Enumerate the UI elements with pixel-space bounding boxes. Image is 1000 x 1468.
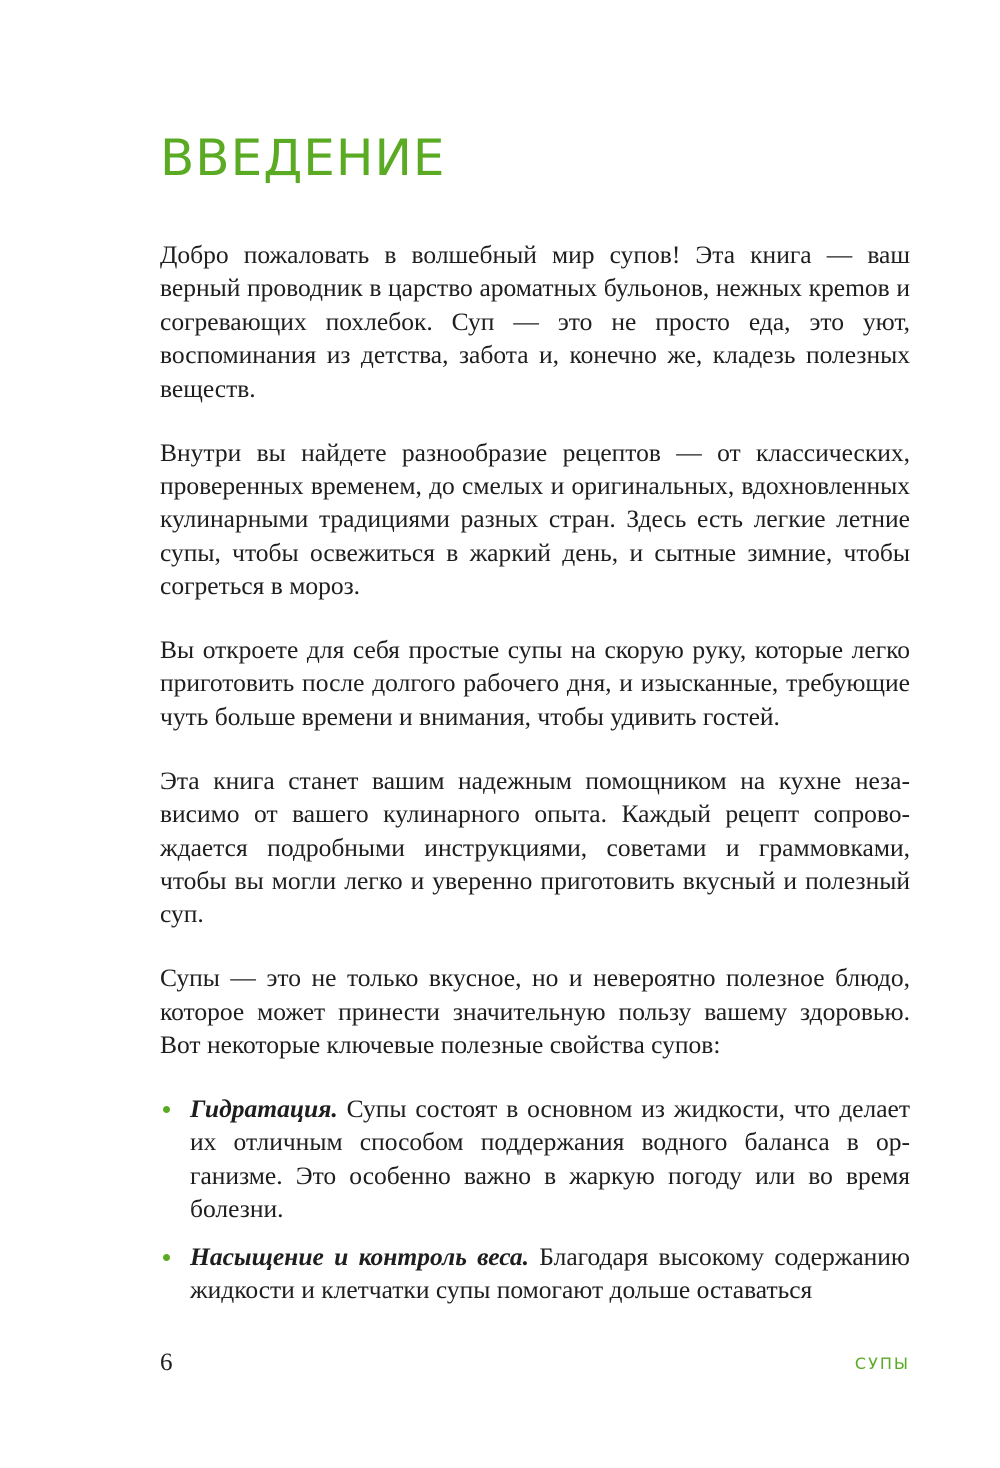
paragraph: Эта книга станет вашим надежным помощником на кухне независимо от вашего кулинарного опыта. Каждый рецепт сопровождается подробными инструкциями, советами и граммовками, чтобы вы могли легко и уверенно приготовить вкусный и полезный суп. xyxy=(160,765,910,929)
paragraph: Внутри вы найдете разнообразие рецептов — от классических, проверенных временем, до смелых и оригинальных, вдохновленных кулинарными традициями разных стран. Здесь есть легкие летние супы, чтобы освежиться в жаркий день, и сытные зимние, чтобы согреться в мороз. xyxy=(160,437,910,601)
list-item xyxy=(160,1092,910,1226)
body-text xyxy=(160,238,910,1320)
paragraph: Добро пожаловать в волшебный мир супов! Эта книга — ваш верный проводник в царство ароматных бульонов, нежных креmов и согревающих похлебок. Суп — это не просто еда, это уют, воспоминания из детства, забота и, конечно же, кладезь полезных веществ. xyxy=(160,240,910,403)
list-item-term: Гидратация. xyxy=(190,1094,338,1124)
chapter-heading: ВВЕДЕНИЕ xyxy=(160,129,446,187)
paragraph: Супы — это не только вкусное, но и невероятно полезное блюдо, которое может принести значительную пользу вашему здоровью. Вот некоторые ключевые полезные свойства супов: xyxy=(160,963,910,1060)
benefits-list xyxy=(160,1092,910,1306)
list-item-term: Насыщение и контроль веса. xyxy=(190,1241,530,1271)
running-title: СУПЫ xyxy=(854,1354,910,1373)
bullet-dot-icon xyxy=(163,1106,170,1113)
bullet-dot-icon xyxy=(163,1254,170,1261)
page-number: 6 xyxy=(160,1349,173,1376)
list-item-text: Супы состоят в основном из жидкости, что делает их отличным способом поддержания водного баланса в организме. Это особенно важно в жаркую погоду или во время болезни. xyxy=(190,1094,910,1224)
list-item-text: Благодаря высокому содержанию жидкости и клетчатки супы помогают дольше оставаться xyxy=(190,1241,910,1305)
paragraph: Вы откроете для себя простые супы на скорую руку, которые легко приготовить после долгого рабочего дня, и изысканные, требующие чуть больше времени и внимания, чтобы удивить гостей. xyxy=(160,635,910,731)
list-item xyxy=(160,1240,910,1307)
book-page xyxy=(160,0,910,1468)
